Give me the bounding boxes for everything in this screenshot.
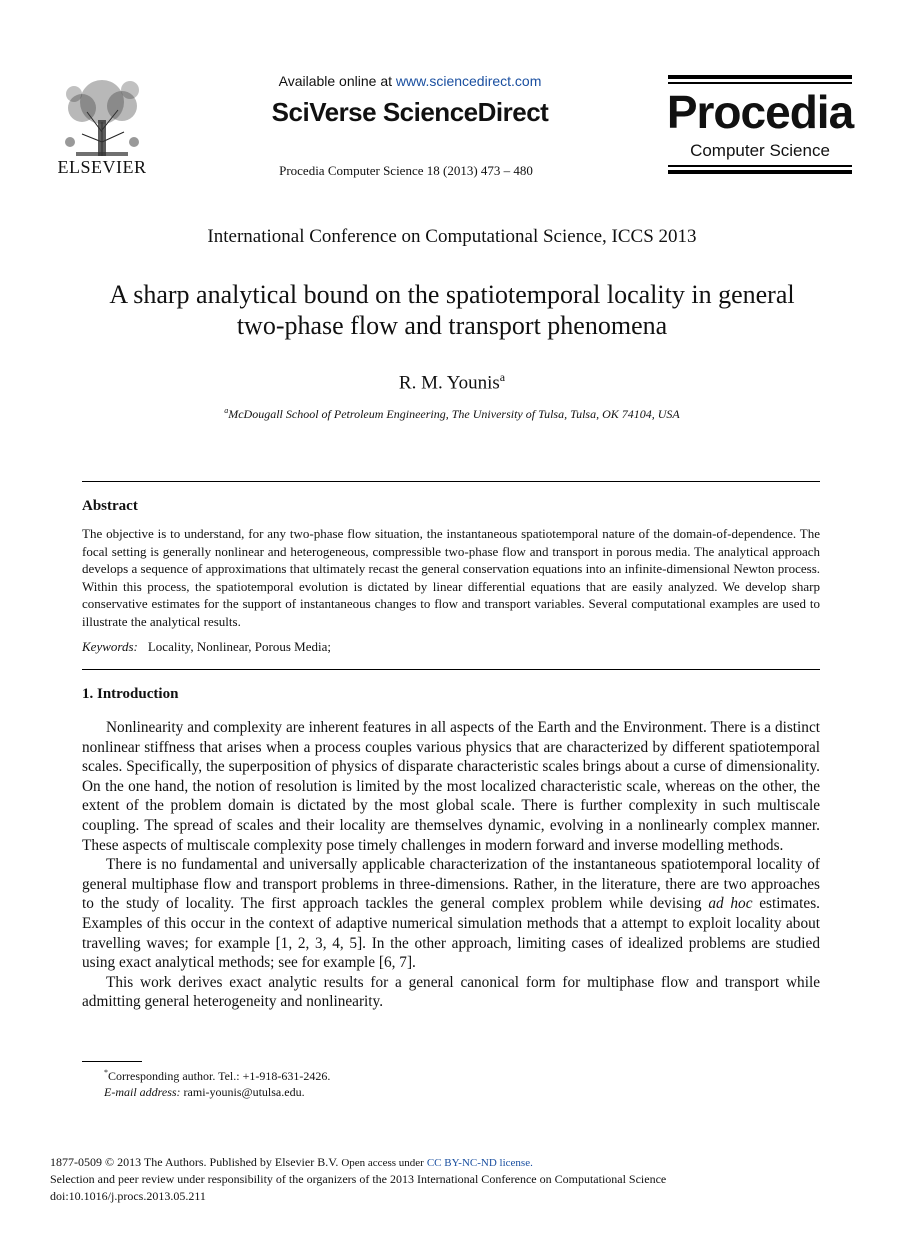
abstract-rule-top: [82, 481, 820, 482]
open-access-label: Open access under: [341, 1157, 424, 1169]
journal-logo-subtitle: Computer Science: [690, 141, 830, 160]
paragraph-2: [82, 855, 820, 973]
keywords-list: Locality, Nonlinear, Porous Media;: [147, 639, 331, 654]
license-link[interactable]: CC BY-NC-ND license.: [426, 1157, 533, 1169]
keywords: [82, 639, 331, 655]
affiliation-mark: a: [224, 406, 229, 415]
footnote-mark: *: [104, 1068, 108, 1077]
affiliation-text: McDougall School of Petroleum Engineering, The University of Tulsa, Tulsa, OK 74104, USA: [228, 407, 680, 421]
footnote-email: [104, 1085, 305, 1100]
issn-line: 1877-0509 © 2013 The Authors. Published by Elsevier B.V.: [50, 1155, 339, 1169]
availability-prefix: Available online at: [278, 73, 396, 89]
footnote-corresponding-text: Corresponding author. Tel.: +1-918-631-2426.: [108, 1069, 331, 1083]
footer-doi: doi:10.1016/j.procs.2013.05.211: [50, 1189, 206, 1203]
abstract-heading: Abstract: [82, 498, 138, 514]
platform-logo: SciVerse ScienceDirect: [271, 97, 549, 127]
email-label: E-mail address:: [104, 1085, 181, 1099]
affiliation: [82, 406, 822, 422]
paragraph-1: Nonlinearity and complexity are inherent features in all aspects of the Earth and the Environment. There is a distinct nonlinear stiffness that arises when a process couples various physics that are characterized by different spatiotemporal scales. Specifically, the superposition of physics of disparate characteristic scales brings about a curse of dimensionality. On the one hand, the notion of resolution is limited by the most localized characteristic scale, whereas on the other, the extent of the problem domain is dictated by the most global scale. There is further complexity in such multiscale coupling. The spread of scales and their locality are themselves dynamic, evolving in a nonlinearly complex manner. These aspects of multiscale complexity pose timely challenges in modern forward and inverse modelling methods.: [82, 719, 820, 854]
procedia-rule-top-thin: [668, 82, 852, 84]
keywords-label: Keywords:: [82, 639, 138, 654]
paragraph-2-part-1: There is no fundamental and universally applicable characterization of the instantaneous spatiotemporal locality of general multiphase flow and transport problems in three-dimensions. Rather, in the literature, there are two approaches to the study of locality. The first approach tackles the general complex problem while devising: [82, 856, 820, 913]
paper-title: [60, 279, 844, 341]
journal-reference: Procedia Computer Science 18 (2013) 473 – 480: [279, 163, 533, 178]
journal-logo-title: Procedia: [666, 86, 854, 138]
footer-copyright: [50, 1155, 533, 1170]
footnote-rule: [82, 1061, 142, 1062]
paper-title-line-1: A sharp analytical bound on the spatiotemporal locality in general: [109, 280, 795, 309]
abstract-rule-bottom: [82, 669, 820, 670]
paragraph-2-part-2: estimates. Examples of this occur in the context of adaptive numerical simulation methods that a attempt to exploit locality about travelling waves; for example [1, 2, 3, 4, 5]. In the other approach, limiting cases of idealized problems are studied using exact analytical methods; see for example [6, 7].: [82, 895, 820, 972]
paragraph-3: This work derives exact analytic results for a general canonical form for multiphase flow and transport while admitting general heterogeneity and nonlinearity.: [82, 973, 820, 1011]
footer-peer-review: Selection and peer review under responsibility of the organizers of the 2013 International Conference on Computational Science: [50, 1172, 667, 1186]
paper-title-line-2: two-phase flow and transport phenomena: [236, 311, 668, 340]
sciencedirect-link[interactable]: www.sciencedirect.com: [395, 73, 542, 89]
author-name: R. M. Younis: [398, 372, 500, 394]
procedia-rule-top: [668, 75, 852, 79]
publisher-name: ELSEVIER: [57, 157, 147, 177]
conference-name: International Conference on Computational Science, ICCS 2013: [207, 226, 697, 247]
paragraph-2-italic: ad hoc: [708, 895, 753, 913]
procedia-rule-bottom: [668, 170, 852, 174]
procedia-rule-bottom-thin: [668, 165, 852, 167]
availability-line: [230, 73, 590, 89]
section-heading-introduction: 1. Introduction: [82, 686, 179, 702]
footnote-corresponding: [104, 1068, 330, 1084]
introduction-body: [82, 718, 820, 1012]
abstract-text: The objective is to understand, for any two-phase flow situation, the instantaneous spatiotemporal nature of the domain-of-dependence. The focal setting is generally nonlinear and heterogeneous, compressible two-phase flow and transport in porous media. The analytical approach develops a sequence of approximations that ultimately recast the general conservation equations into an infinite-dimensional Newton process. Within this process, the spatiotemporal evolution is dictated by linear differential equations that are easily analyzed. We develop sharp conservative estimates for the support of instantaneous changes to flow and transport variables. Several computational examples are used to illustrate the analytical results.: [82, 526, 820, 629]
author-affiliation-mark: a: [499, 370, 506, 384]
author: [82, 370, 822, 394]
email-address: rami-younis@utulsa.edu.: [183, 1085, 305, 1099]
